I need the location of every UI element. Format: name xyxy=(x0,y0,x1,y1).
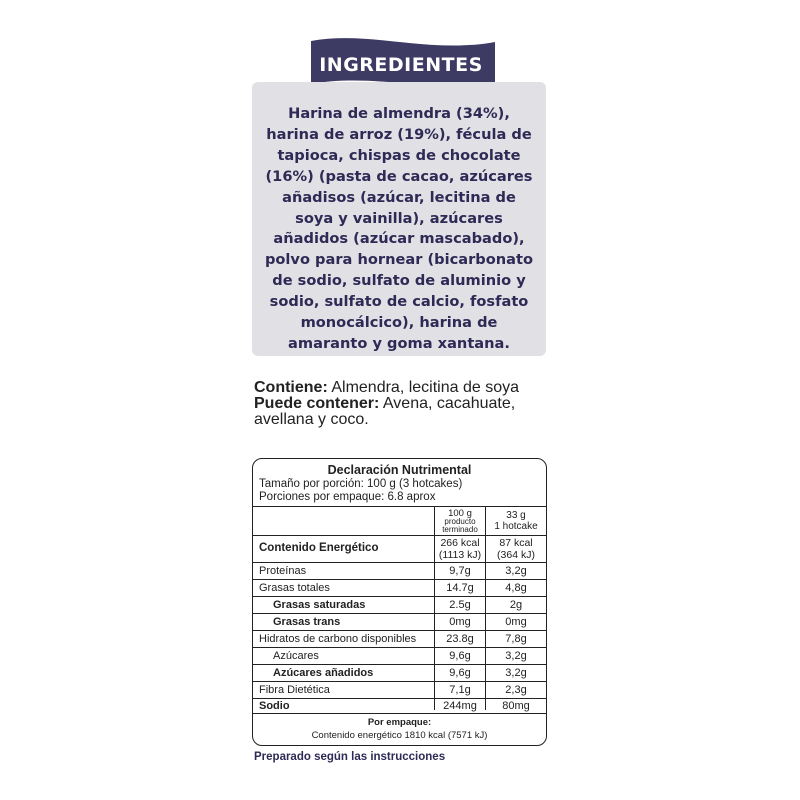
ingredients-line: tapioca, chispas de chocolate xyxy=(277,146,521,164)
contains-line xyxy=(254,380,554,396)
nutrient-value-100g: 9,7g xyxy=(449,565,471,577)
nutrient-value-100g: 2.5g xyxy=(449,599,471,611)
row-divider xyxy=(253,713,546,714)
ingredients-line: de sodio, sulfato de aluminio y xyxy=(272,272,526,290)
column-divider xyxy=(485,506,486,710)
nutrient-value-serving: 2g xyxy=(509,599,523,611)
column-header-per-100g xyxy=(435,509,485,534)
may-contain-line-2: avellana y coco. xyxy=(254,411,369,428)
energy-per-serving xyxy=(487,537,545,561)
row-divider xyxy=(253,579,546,580)
nutrient-value-serving: 4,8g xyxy=(505,582,527,594)
nutrient-value-serving: 3,2g xyxy=(505,565,527,577)
ingredients-line: harina de arroz (19%), fécula de xyxy=(266,125,532,143)
column-header-line: 33 g xyxy=(506,510,526,521)
nutrient-label: Fibra Dietética xyxy=(259,684,330,696)
energy-per-100g xyxy=(435,537,485,561)
row-divider xyxy=(253,630,546,631)
ingredients-line: monocálcico), harina de xyxy=(300,314,498,332)
nutrient-value-100g: 23.8g xyxy=(446,633,474,645)
nutrient-label: Grasas trans xyxy=(273,616,341,628)
row-divider xyxy=(253,562,546,563)
ingredients-line: Harina de almendra (34%), xyxy=(288,105,510,122)
nutrient-label: Sodio xyxy=(259,700,290,712)
row-divider xyxy=(253,596,546,597)
ingredients-line: sodio, sulfato de calcio, fosfato xyxy=(269,293,529,311)
may-contain-label: Puede contener: xyxy=(254,395,380,412)
nutrient-value-100g: 9,6g xyxy=(449,667,471,679)
ingredients-text xyxy=(252,104,546,355)
nutrient-label: Grasas saturadas xyxy=(273,599,366,611)
nutrient-value-serving: 3,2g xyxy=(505,650,527,662)
row-divider xyxy=(253,647,546,648)
row-divider xyxy=(253,698,546,699)
row-divider xyxy=(253,613,546,614)
column-header-line: terminado xyxy=(442,525,478,534)
may-contain-value: Avena, cacahuate, xyxy=(379,395,516,412)
nutrient-value-serving: 7,8g xyxy=(505,633,527,645)
row-divider xyxy=(253,535,546,536)
contains-value: Almendra, lecitina de soya xyxy=(327,379,519,396)
nutrient-value-serving: 80mg xyxy=(502,700,530,712)
energy-label: Contenido Energético xyxy=(259,542,379,554)
banner-title: INGREDIENTES xyxy=(319,54,483,76)
nutrient-label: Azúcares añadidos xyxy=(273,667,374,679)
allergens-block xyxy=(254,380,554,428)
nutrient-value-100g: 9,6g xyxy=(449,650,471,662)
nutrient-value-serving: 2,3g xyxy=(505,684,527,696)
nutrition-title: Declaración Nutrimental xyxy=(327,463,472,477)
nutrient-label: Grasas totales xyxy=(259,582,330,594)
column-header-line: 1 hotcake xyxy=(494,521,538,532)
serving-size: Tamaño por porción: 100 g (3 hotcakes) xyxy=(259,478,463,490)
contains-label: Contiene: xyxy=(254,379,328,396)
ingredients-line: añadidos (azúcar mascabado), xyxy=(273,230,525,248)
nutrition-table xyxy=(252,458,547,746)
ingredients-banner xyxy=(309,34,497,88)
per-package-value: Contenido energético 1810 kcal (7571 kJ) xyxy=(311,730,488,741)
row-divider xyxy=(253,506,546,507)
nutrient-value-serving: 0mg xyxy=(505,616,527,628)
ingredients-box xyxy=(252,82,546,356)
ingredients-line: (16%) (pasta de cacao, azúcares xyxy=(265,167,533,185)
ingredients-line: añadisos (azúcar, lecitina de xyxy=(282,188,516,206)
energy-value: 266 kcal xyxy=(440,537,480,549)
column-header-line: 100 g xyxy=(448,508,472,519)
energy-value: (364 kJ) xyxy=(497,549,535,561)
nutrient-value-100g: 7,1g xyxy=(449,684,471,696)
nutrient-value-100g: 0mg xyxy=(449,616,471,628)
nutrient-value-100g: 14.7g xyxy=(446,582,474,594)
row-divider xyxy=(253,681,546,682)
ingredients-line: amaranto y goma xantana. xyxy=(288,334,510,352)
servings-per-package: Porciones por empaque: 6.8 aprox xyxy=(259,491,436,503)
energy-value: 87 kcal xyxy=(499,537,533,549)
row-divider xyxy=(253,664,546,665)
ingredients-line: polvo para hornear (bicarbonato xyxy=(264,251,534,269)
preparation-note: Preparado según las instrucciones xyxy=(254,751,446,763)
may-contain-line xyxy=(254,396,554,412)
ingredients-line: soya y vainilla), azúcares xyxy=(295,209,503,227)
per-package-label: Por empaque: xyxy=(367,717,432,728)
nutrient-value-serving: 3,2g xyxy=(505,667,527,679)
energy-value: (1113 kJ) xyxy=(438,549,482,561)
nutrient-label: Azúcares xyxy=(273,650,319,662)
column-header-line: producto xyxy=(444,517,476,526)
nutrient-label: Hidratos de carbono disponibles xyxy=(259,633,417,645)
nutrient-label: Proteínas xyxy=(259,565,307,577)
column-header-per-serving xyxy=(487,510,545,532)
nutrient-value-100g: 244mg xyxy=(443,700,477,712)
